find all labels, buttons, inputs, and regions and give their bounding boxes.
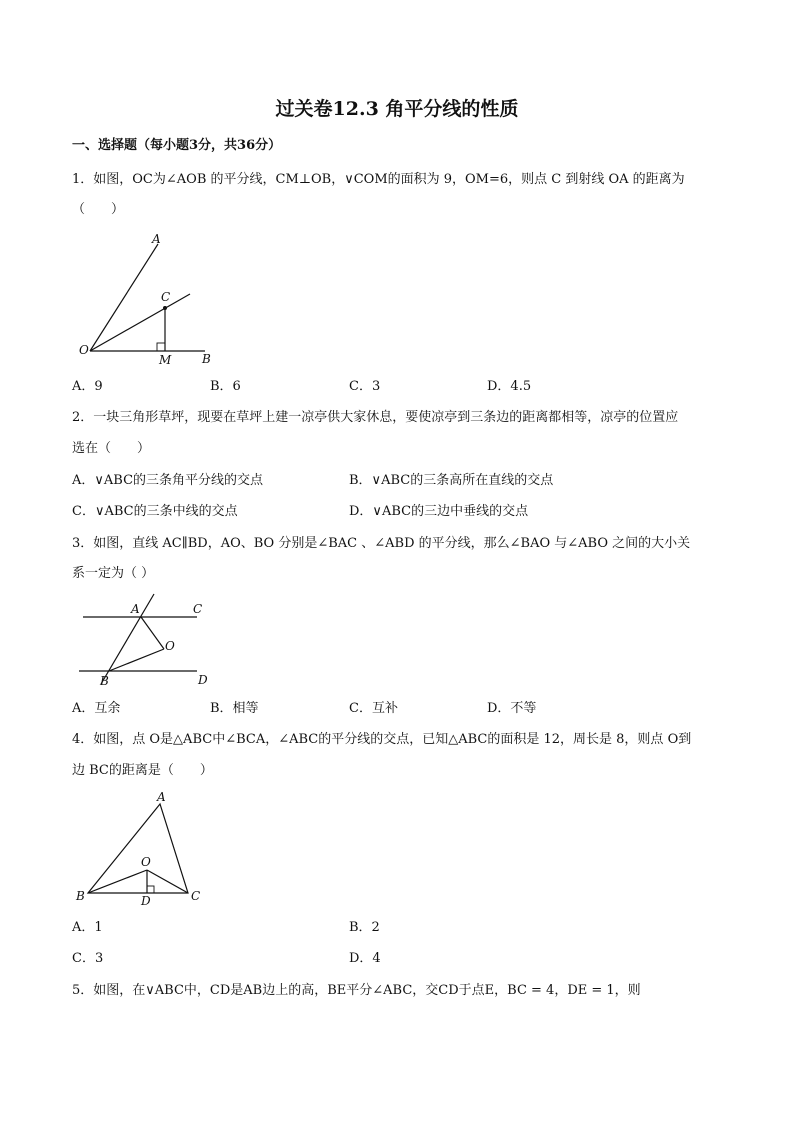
label-d: D [141, 894, 151, 908]
q4-option-b: B．2 [349, 920, 380, 935]
q4-figure [75, 790, 215, 910]
q1-stem-line1: 1．如图，OC为∠AOB 的平分线，CM⊥OB，∨COM的面积为 9，OM=6，则点 C 到射线 OA 的距离为 [72, 172, 685, 187]
right-angle-mark [157, 343, 165, 351]
q1-option-b: B．6 [210, 379, 241, 394]
right-angle-mark [147, 886, 154, 893]
q2-stem-line2: 选在（ ） [72, 441, 151, 456]
bisector-ao [141, 617, 164, 649]
label-c: C [191, 889, 201, 903]
q4-stem-line1: 4．如图，点 O是△ABC中∠BCA，∠ABC的平分线的交点，已知△ABC的面积是 12，周长是 8，则点 O到 [72, 732, 692, 747]
label-b: B [202, 352, 211, 366]
q1-option-d: D．4.5 [487, 379, 532, 394]
q2-stem-line1: 2．一块三角形草坪，现要在草坪上建一凉亭供大家休息，要使凉亭到三条边的距离都相等，凉亭的位置应 [72, 410, 679, 425]
q2-option-b: B．∨ABC的三条高所在直线的交点 [349, 473, 554, 488]
label-o: O [79, 343, 89, 357]
ray-oa [90, 244, 158, 351]
label-d: D [198, 673, 208, 687]
q4-option-d: D．4 [349, 951, 381, 966]
label-a: A [152, 232, 161, 246]
q1-stem-line2: （ ） [72, 202, 125, 217]
label-a: A [131, 602, 140, 616]
triangle-abc [88, 804, 188, 893]
q2-option-a: A．∨ABC的三条角平分线的交点 [72, 473, 264, 488]
q3-option-b: B．相等 [210, 701, 259, 716]
point-c [163, 306, 167, 310]
q3-option-a: A．互余 [72, 701, 121, 716]
label-m: M [159, 353, 172, 367]
q1-option-a: A．9 [72, 379, 103, 394]
q3-figure [75, 593, 225, 693]
q3-option-d: D．不等 [487, 701, 537, 716]
q3-stem-line1: 3．如图，直线 AC∥BD，AO、BO 分别是∠BAC 、∠ABD 的平分线，那么∠BAO 与∠ABO 之间的大小关 [72, 536, 691, 551]
q5-stem-line1: 5．如图，在∨ABC中，CD是AB边上的高，BE平分∠ABC，交CD于点E，BC = 4，DE = 1，则 [72, 983, 641, 998]
label-o: O [165, 639, 175, 653]
q1-figure [75, 232, 225, 370]
label-b: B [76, 889, 85, 903]
q4-stem-line2: 边 BC的距离是（ ） [72, 763, 213, 778]
page-title: 过关卷12.3 角平分线的性质 [275, 98, 519, 120]
label-o: O [141, 855, 151, 869]
ray-oc [90, 294, 190, 351]
bisector-bo [109, 649, 164, 671]
label-b: B [100, 674, 109, 688]
label-c: C [161, 290, 171, 304]
label-a: A [157, 790, 166, 804]
label-c: C [193, 602, 203, 616]
q1-option-c: C．3 [349, 379, 381, 394]
q4-option-a: A．1 [72, 920, 103, 935]
section-heading: 一、选择题（每小题3分，共36分） [72, 138, 282, 153]
q4-option-c: C．3 [72, 951, 104, 966]
q2-option-c: C．∨ABC的三条中线的交点 [72, 504, 238, 519]
q3-stem-line2: 系一定为（ ） [72, 566, 155, 581]
q3-option-c: C．互补 [349, 701, 398, 716]
q2-option-d: D．∨ABC的三边中垂线的交点 [349, 504, 529, 519]
